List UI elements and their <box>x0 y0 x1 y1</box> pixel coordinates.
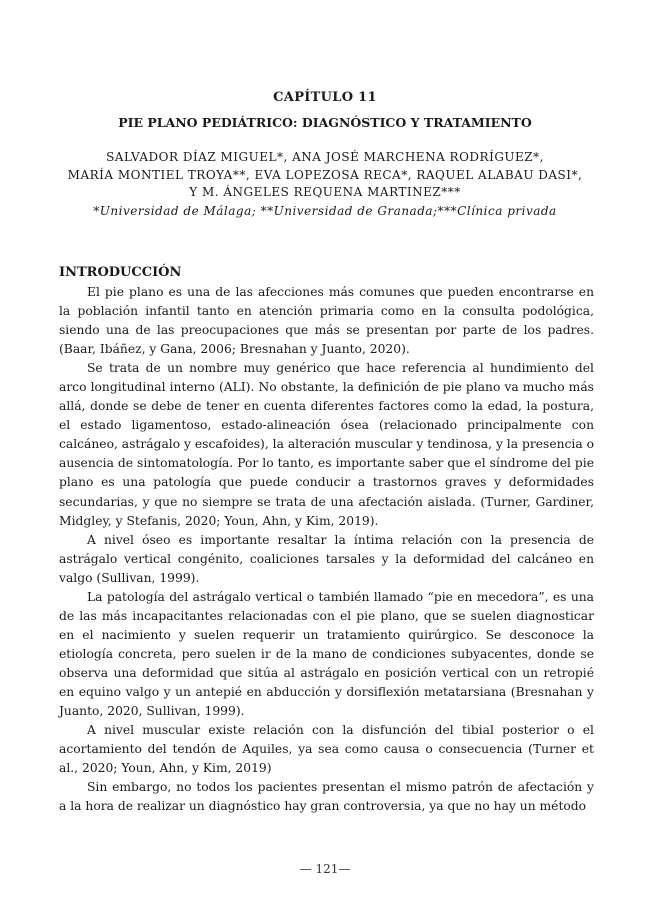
body-text <box>59 263 594 816</box>
chapter-title: PIE PLANO PEDIÁTRICO: DIAGNÓSTICO Y TRATAMIENTO <box>118 115 532 130</box>
paragraph: Se trata de un nombre muy genérico que hace referencia al hundimiento del arco longitudinal interno (ALI). No obstante, la definición de pie plano va mucho más allá, donde se debe de tener en cuenta diferentes factores como la edad, la postura, el estado ligamentoso, estado-alineación ósea (relacionado principalmente con calcáneo, astrágalo y escafoides), la alteración muscular y tendinosa, y la presencia o ausencia de sintomatología. Por lo tanto, es importante saber que el síndrome del pie plano es una patología que puede conducir a trastornos graves y deformidades secundarias, y que no siempre se trata de una afectación aislada. (Turner, Gardiner, Midgley, y Stefanis, 2020; Youn, Ahn, y Kim, 2019). <box>59 361 594 528</box>
page-number: — 121— <box>299 862 351 876</box>
paragraph: El pie plano es una de las afecciones más comunes que pueden encontrarse en la población infantil tanto en atención primaria como en la consulta podológica, siendo una de las preocupaciones que más se presentan por parte de los padres. (Baar, Ibáñez, y Gana, 2006; Bresnahan y Juanto, 2020). <box>59 285 594 357</box>
author-line: SALVADOR DÍAZ MIGUEL*, ANA JOSÉ MARCHENA RODRÍGUEZ*, <box>106 150 544 164</box>
author-list <box>0 149 650 220</box>
paragraph: La patología del astrágalo vertical o también llamado “pie en mecedora”, es una de las más incapacitantes relacionadas con el pie plano, que se suelen diagnosticar en el nacimiento y suelen requerir un tratamiento quirúrgico. Se desconoce la etiología concreta, pero suelen ir de la mano de condiciones subyacentes, donde se observa una deformidad que sitúa al astrágalo en posición vertical con un retropié en equino valgo y un antepié en abducción y dorsiflexión metatarsiana (Bresnahan y Juanto, 2020, Sullivan, 1999). <box>59 589 594 719</box>
affiliations: *Universidad de Málaga; **Universidad de Granada;***Clínica privada <box>93 203 557 218</box>
paragraph: A nivel muscular existe relación con la disfunción del tibial posterior o el acortamiento del tendón de Aquiles, ya sea como causa o consecuencia (Turner et al., 2020; Youn, Ahn, y Kim, 2019) <box>59 723 594 776</box>
chapter-header <box>0 88 650 220</box>
section-heading: INTRODUCCIÓN <box>59 265 182 280</box>
chapter-label: CAPÍTULO 11 <box>273 90 377 105</box>
paragraph: A nivel óseo es importante resaltar la íntima relación con la presencia de astrágalo vertical congénito, coaliciones tarsales y la deformidad del calcáneo en valgo (Sullivan, 1999). <box>59 532 594 585</box>
author-line: Y M. ÁNGELES REQUENA MARTINEZ*** <box>189 185 461 199</box>
author-line: MARÍA MONTIEL TROYA**, EVA LOPEZOSA RECA*, RAQUEL ALABAU DASI*, <box>67 167 583 182</box>
paragraph: Sin embargo, no todos los pacientes presentan el mismo patrón de afectación y a la hora de realizar un diagnóstico hay gran controversia, ya que no hay un método <box>59 780 594 814</box>
